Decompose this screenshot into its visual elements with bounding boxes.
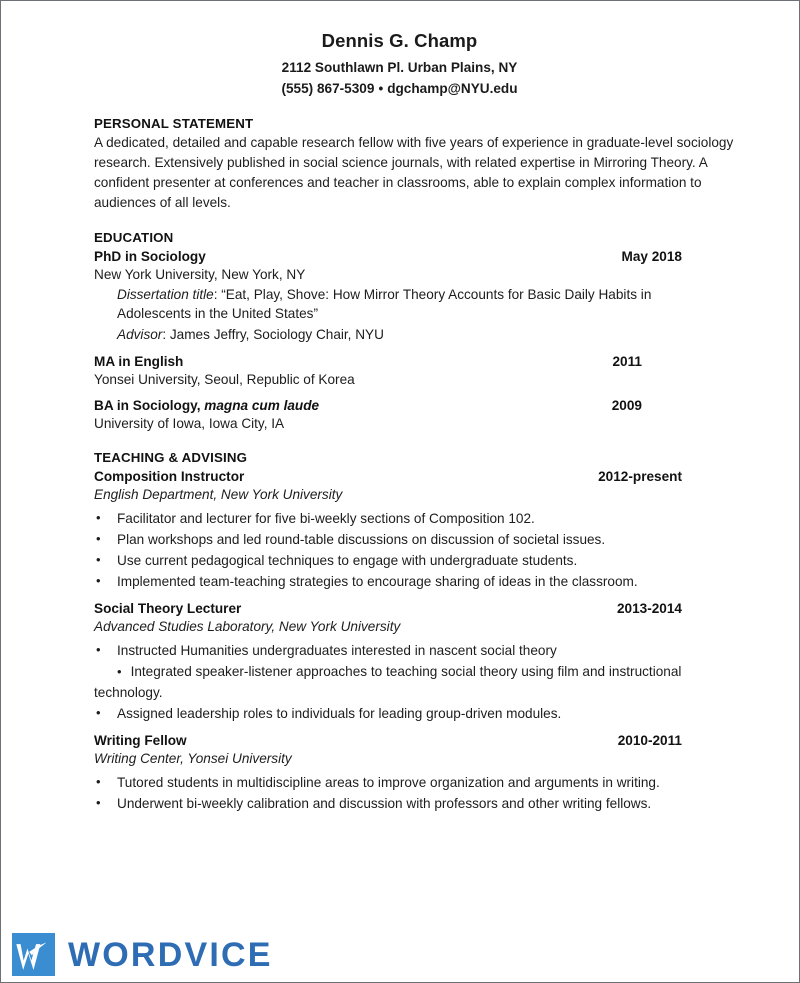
education-entry-header [94, 354, 642, 369]
list-item [94, 550, 757, 571]
teaching-bullet-list [94, 508, 765, 593]
education-school: Yonsei University, Seoul, Republic of Korea [94, 371, 355, 387]
detail-label: Advisor [117, 327, 163, 343]
list-item-text: Facilitator and lecturer for five bi-weekly sections of Composition 102. [117, 510, 535, 526]
list-item [94, 793, 757, 814]
education-date: 2011 [612, 353, 642, 369]
teaching-organization: Advanced Studies Laboratory, New York University [94, 619, 401, 635]
candidate-contact [94, 78, 705, 99]
list-item-text: Plan workshops and led round-table discussions on discussion of societal issues. [117, 531, 606, 547]
bullet-icon: • [96, 551, 101, 567]
contact-separator: • [378, 81, 384, 97]
wordvice-wordmark: WORDVICE [68, 935, 273, 974]
education-detail-dissertation [117, 285, 717, 324]
candidate-phone: (555) 867-5309 [281, 81, 375, 97]
teaching-entry-header [94, 733, 682, 748]
teaching-date: 2010-2011 [617, 733, 682, 749]
bullet-icon: • [96, 530, 101, 546]
section-heading-education: EDUCATION [94, 229, 174, 245]
education-detail-advisor [117, 325, 717, 345]
list-item [94, 640, 757, 661]
section-heading-teaching-advising: TEACHING & ADVISING [94, 450, 248, 466]
teaching-date: 2013-2014 [616, 601, 682, 617]
bullet-icon: • [96, 641, 101, 657]
list-item-text: Underwent bi-weekly calibration and discussion with professors and other writing fellows. [117, 795, 652, 811]
resume-sheet [1, 1, 799, 901]
list-item-text: Integrated speaker-listener approaches to teaching social theory using film and instructional technology. [94, 663, 682, 701]
education-entry-header [94, 249, 682, 264]
list-item [94, 661, 734, 703]
bullet-icon: • [96, 794, 101, 810]
teaching-entry-header [94, 469, 682, 484]
bullet-icon: • [96, 705, 101, 721]
education-school: New York University, New York, NY [94, 266, 306, 282]
list-item [94, 529, 757, 550]
list-item-text: Assigned leadership roles to individuals for leading group-driven modules. [117, 706, 562, 722]
candidate-email: dgchamp@NYU.edu [387, 81, 518, 97]
wordvice-logo-icon [12, 933, 55, 976]
resume-header [94, 29, 705, 99]
education-entry-header [94, 398, 642, 413]
teaching-bullet-list [94, 640, 765, 725]
list-item [94, 508, 757, 529]
candidate-name: Dennis G. Champ [321, 30, 478, 51]
candidate-address: 2112 Southlawn Pl. Urban Plains, NY [281, 60, 518, 76]
teaching-entry-header [94, 601, 682, 616]
education-date: 2009 [611, 397, 642, 413]
list-item-text: Tutored students in multidiscipline areas to improve organization and arguments in writing. [117, 774, 660, 790]
bullet-icon: • [117, 663, 122, 679]
bullet-icon: • [96, 509, 101, 525]
list-item-text: Instructed Humanities undergraduates interested in nascent social theory [117, 642, 557, 658]
personal-statement-body: A dedicated, detailed and capable research fellow with five years of experience in graduate-level sociology research. Extensively published in social science journals, with related expertise in Mirroring Theory. A confident presenter at conferences and teacher in classrooms, able to explain complex information to audiences of all levels. [94, 135, 734, 210]
list-item-text: Use current pedagogical techniques to engage with undergraduate students. [117, 552, 578, 568]
education-degree: MA in English [94, 353, 184, 369]
list-item-text: Implemented team-teaching strategies to encourage sharing of ideas in the classroom. [117, 574, 638, 590]
list-item [94, 772, 757, 793]
teaching-date: 2012-present [598, 469, 682, 485]
bullet-icon: • [96, 773, 101, 789]
list-item [94, 703, 757, 724]
teaching-job-title: Writing Fellow [94, 733, 187, 749]
list-item [94, 571, 757, 592]
teaching-organization: English Department, New York University [94, 487, 343, 503]
wordvice-branding [12, 933, 273, 976]
detail-text: : James Jeffry, Sociology Chair, NYU [162, 327, 384, 343]
teaching-job-title: Social Theory Lecturer [94, 601, 242, 617]
education-school: University of Iowa, Iowa City, IA [94, 415, 285, 431]
teaching-organization: Writing Center, Yonsei University [94, 751, 292, 767]
education-degree: BA in Sociology, magna cum laude [94, 397, 320, 413]
teaching-bullet-list [94, 772, 765, 814]
education-degree: PhD in Sociology [94, 248, 206, 264]
education-date: May 2018 [621, 248, 682, 264]
education-degree-honors: magna cum laude [204, 397, 320, 413]
detail-label: Dissertation title [117, 286, 214, 302]
bullet-icon: • [96, 573, 101, 589]
section-heading-personal-statement: PERSONAL STATEMENT [94, 116, 254, 132]
detail-text: : “Eat, Play, Shove: How Mirror Theory Accounts for Basic Daily Habits in Adolescents in the United States” [117, 286, 652, 322]
teaching-job-title: Composition Instructor [94, 469, 245, 485]
